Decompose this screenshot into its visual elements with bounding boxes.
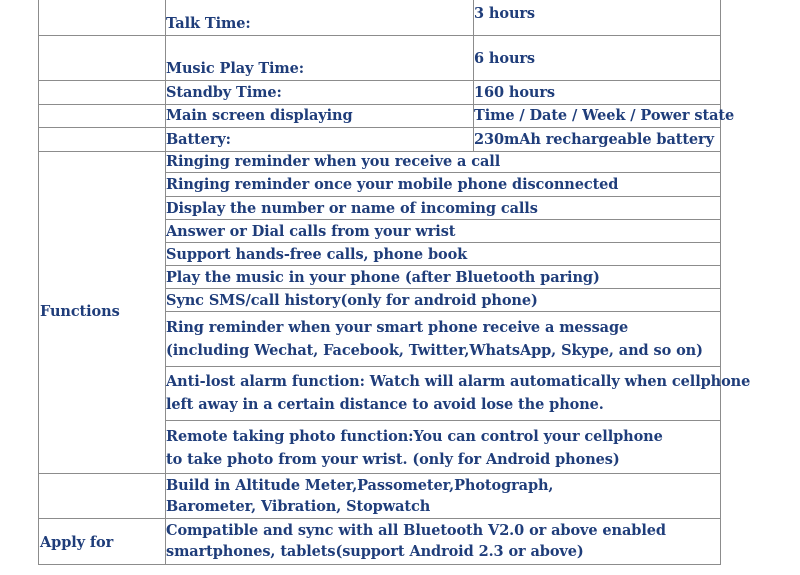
row-divider <box>38 80 721 81</box>
row-divider <box>165 288 721 289</box>
function-item-line: to take photo from your wrist. (only for Android phones) <box>166 451 620 468</box>
row-divider <box>165 366 721 367</box>
function-item-line: left away in a certain distance to avoid lose the phone. <box>166 396 604 413</box>
row-divider <box>38 127 721 128</box>
row-divider <box>165 196 721 197</box>
spec-value: Time / Date / Week / Power state <box>474 107 735 124</box>
column-divider <box>720 0 721 565</box>
function-item-line: (including Wechat, Facebook, Twitter,WhatsApp, Skype, and so on) <box>166 342 703 359</box>
row-divider <box>165 242 721 243</box>
spec-value: 6 hours <box>474 50 535 67</box>
column-divider <box>38 0 39 565</box>
row-divider <box>165 172 721 173</box>
functions-header: Functions <box>40 303 120 320</box>
function-item-line: Ring reminder when your smart phone receive a message <box>166 319 629 336</box>
row-divider <box>165 265 721 266</box>
row-divider <box>38 564 721 565</box>
row-divider <box>165 311 721 312</box>
row-divider <box>38 104 721 105</box>
row-divider <box>38 518 721 519</box>
function-item: Ringing reminder when you receive a call <box>166 153 501 170</box>
function-item-line: Barometer, Vibration, Stopwatch <box>166 498 431 515</box>
function-item-line: Remote taking photo function:You can control your cellphone <box>166 428 663 445</box>
function-item: Play the music in your phone (after Bluetooth paring) <box>166 269 600 286</box>
function-item: Answer or Dial calls from your wrist <box>166 223 456 240</box>
spec-label: Main screen displaying <box>166 107 353 124</box>
spec-label: Music Play Time: <box>166 60 305 77</box>
function-item-line: Anti-lost alarm function: Watch will alarm automatically when cellphone <box>166 373 751 390</box>
apply-line: Compatible and sync with all Bluetooth V2.0 or above enabled <box>166 522 666 539</box>
spec-value: 230mAh rechargeable battery <box>474 131 714 148</box>
spec-label: Standby Time: <box>166 84 282 101</box>
spec-value: 3 hours <box>474 5 535 22</box>
spec-label: Battery: <box>166 131 231 148</box>
function-item: Sync SMS/call history(only for android phone) <box>166 292 538 309</box>
apply-header: Apply for <box>40 534 114 551</box>
function-item: Ringing reminder once your mobile phone disconnected <box>166 176 619 193</box>
apply-line: smartphones, tablets(support Android 2.3 or above) <box>166 543 584 560</box>
row-divider <box>165 219 721 220</box>
row-divider <box>38 473 721 474</box>
function-item-line: Build in Altitude Meter,Passometer,Photograph, <box>166 477 554 494</box>
spec-label: Talk Time: <box>166 15 251 32</box>
function-item: Display the number or name of incoming calls <box>166 200 538 217</box>
row-divider <box>165 420 721 421</box>
spec-value: 160 hours <box>474 84 555 101</box>
function-item: Support hands-free calls, phone book <box>166 246 468 263</box>
row-divider <box>38 35 721 36</box>
